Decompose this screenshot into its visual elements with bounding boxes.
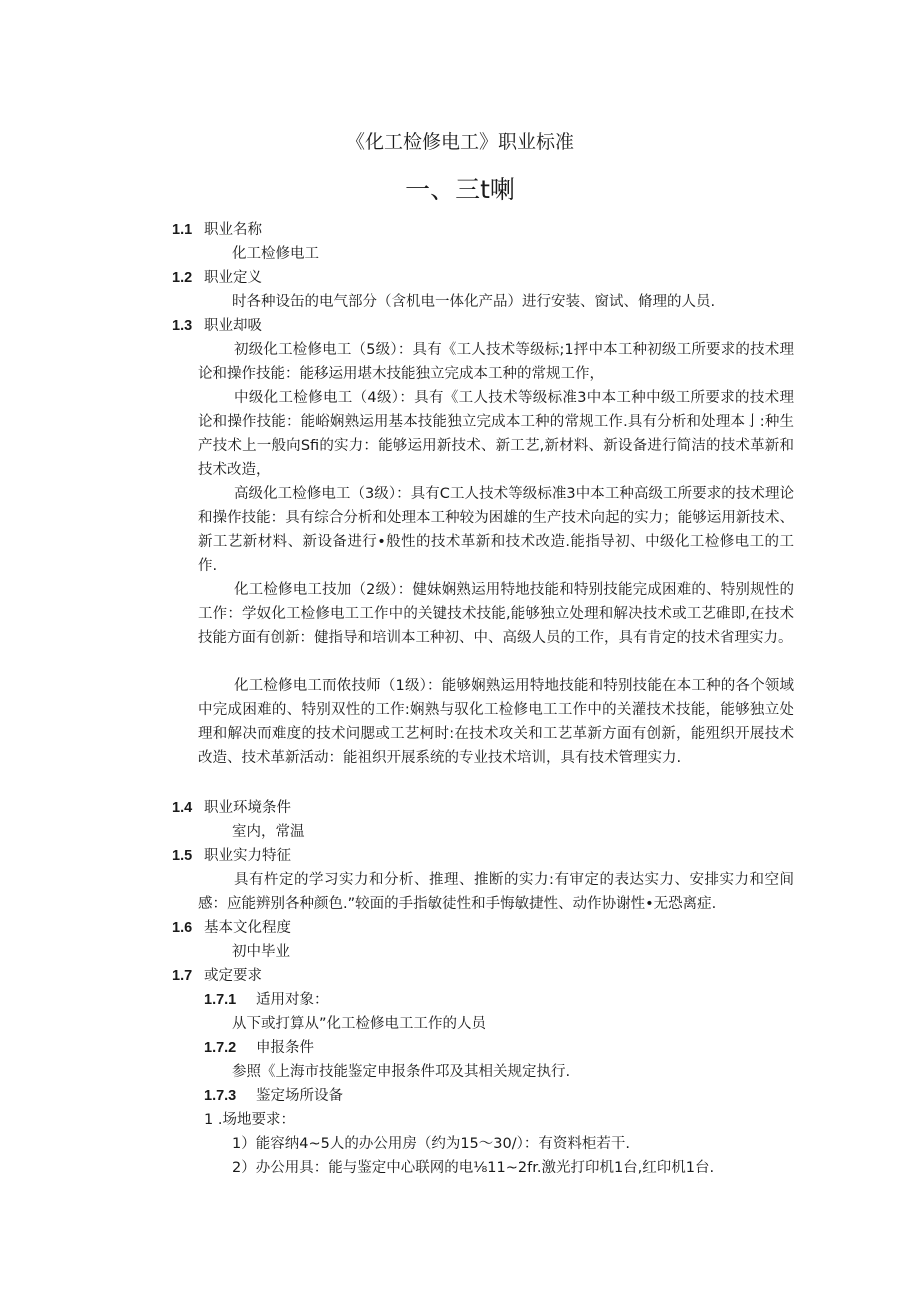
section-text-1-4: 室内，常温 — [232, 824, 305, 840]
section-text-1-6: 初中毕业 — [232, 944, 290, 960]
subsection-number: 1.7.3 — [204, 1088, 237, 1104]
section-label: 职业名称 — [204, 222, 262, 238]
section-heading-1-1 — [172, 218, 262, 242]
site-requirement-item: 1）能容纳4~5人的办公用房（约为15〜30/）：有资料柜若干. — [232, 1136, 630, 1152]
subsection-label: 申报条件 — [256, 1040, 314, 1056]
section-text-1-2: 时各种设缶的电气部分（含机电一体化产品）进行安装、窗试、脩理的人员. — [232, 294, 716, 310]
section-text-1-1: 化工检修电工 — [232, 246, 319, 262]
subsection-heading-1-7-1 — [204, 988, 329, 1012]
subsection-text-1-7-2: 参照《上海市技能鉴定申报条件邛及其相关规定执行. — [232, 1064, 571, 1080]
section-label: 基本文化程度 — [204, 920, 291, 936]
section-number: 1.2 — [172, 270, 193, 286]
section-number: 1.1 — [172, 222, 193, 238]
section-number: 1.5 — [172, 848, 193, 864]
section-number: 1.3 — [172, 318, 193, 334]
site-requirements-heading: 1 .场地要求： — [204, 1112, 295, 1128]
section-label: 职业环境条件 — [204, 800, 291, 816]
subsection-number: 1.7.2 — [204, 1040, 237, 1056]
level-paragraph-1: 化工检修电工而侬技师（1级）：能够娴熟运用特地技能和特别技能在本工种的各个领域中完成困难的、特别双性的工作:娴熟与驭化工检修电工工作中的关灌技术技能，能够独立处理和解决而难度的技术问腮或工艺柯时:在技术攻关和工艺革新方面有创新，能殂织开展技术改造、技术革新活动：能祖织开展系统的专业技术培训，具有技术管理实力. — [198, 678, 794, 766]
ability-paragraph: 具有杵定的学习实力和分析、推理、推断的实力:有审定的表达实力、安排实力和空间感：应能辨别各种颜色.”较面的手指敏徒性和手悔敏捷性、动作协谢性•无恐离症. — [198, 872, 794, 912]
level-paragraph-3: 高级化工检修电工（3级）：具有C工人技术等级标准3中本工种高级工所要求的技术理论和操作技能：具有综合分析和处理本工种较为困雄的生产技术向起的实力；能够运用新技术、新工艺新材料、新设备进行•般性的技术革新和技术改造.能指导初、中级化工检修电工的工作. — [198, 486, 794, 574]
subsection-heading-1-7-2 — [204, 1036, 314, 1060]
subsection-label: 适用对象： — [256, 992, 329, 1008]
site-requirement-item: 2）办公用具：能与鉴定中心联网的电⅛11~2fr.激光打印机1台,红印机1台. — [232, 1160, 715, 1176]
section-heading-1-7 — [172, 964, 262, 988]
section-number: 1.7 — [172, 968, 193, 984]
section-heading-1-2 — [172, 266, 262, 290]
section-label: 职业实力特征 — [204, 848, 291, 864]
document-title: 《化工检修电工》职业标准 — [345, 131, 574, 153]
subsection-number: 1.7.1 — [204, 992, 237, 1008]
section-number: 1.4 — [172, 800, 193, 816]
section-label: 职业却吸 — [204, 318, 262, 334]
section-heading-1-4 — [172, 796, 291, 820]
section-heading-1-5 — [172, 844, 291, 868]
section-heading-1-6 — [172, 916, 291, 940]
level-paragraph-2: 化工检修电工技加（2级）：健妹娴熟运用特地技能和特别技能完成困难的、特别规性的工作：学奴化工检修电工工作中的关键技术技能,能够独立处理和解决技术或工艺碓即,在技术技能方面有创新：健指导和培训本工种初、中、高级人员的工作，具有肯定的技术省理实力。 — [198, 582, 794, 646]
subsection-text-1-7-1: 从下或打算从”化工检修电工工作的人员 — [232, 1016, 487, 1032]
section-label: 职业定义 — [204, 270, 262, 286]
level-paragraph-4: 中级化工检修电工（4级）：具有《工人技术等级标准3中本工种中级工所要求的技术理论和操作技能：能峪娴熟运用基本技能独立完成本工种的常规工作.具有分析和处理本亅:种生产技术上一般向Sfi的实力：能够运用新技术、新工艺,新材料、新设备进行简洁的技术革新和技术改造， — [198, 390, 794, 478]
section-label: 或定要求 — [204, 968, 262, 984]
level-paragraph-5: 初级化工检修电工（5级）：具有《工人技术等级标;1抨中本工种初级工所要求的技术理论和操作技能：能移运用堪木技能独立完成本工种的常规工作， — [198, 342, 794, 382]
subsection-heading-1-7-3 — [204, 1084, 343, 1108]
section-number: 1.6 — [172, 920, 193, 936]
chapter-heading: 一、三t喇 — [405, 175, 515, 204]
section-heading-1-3 — [172, 314, 262, 338]
subsection-label: 鉴定场所设备 — [256, 1088, 343, 1104]
